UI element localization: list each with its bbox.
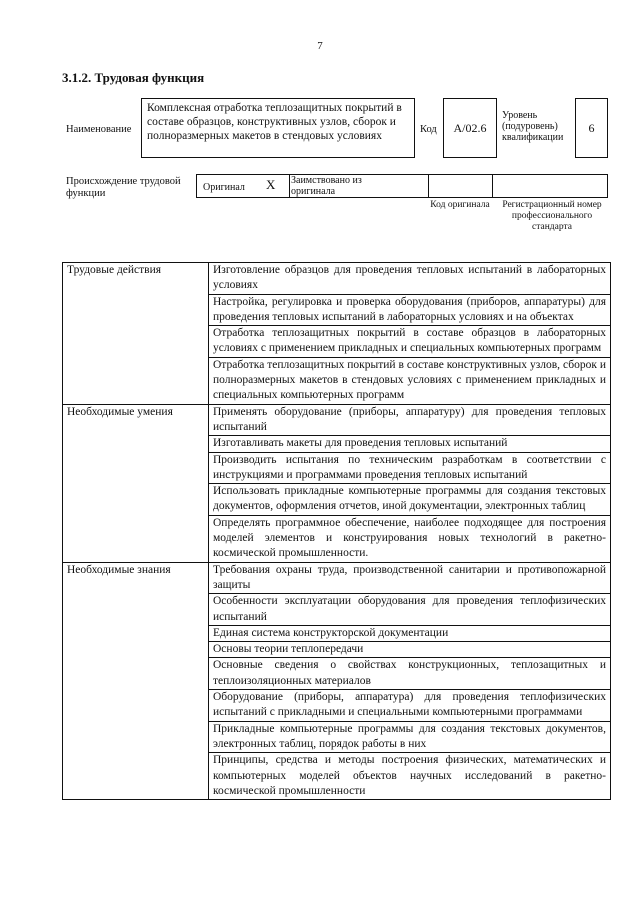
table-cell: Особенности эксплуатации оборудования для проведения теплофизических испытаний	[209, 594, 611, 626]
table-cell: Использовать прикладные компьютерные программы для создания текстовых документов, оформления отчетов, иной документации, электронных таблиц	[209, 484, 611, 516]
table-cell: Требования охраны труда, производственной санитарии и противопожарной защиты	[209, 562, 611, 594]
level-label: Уровень (подуровень) квалификации	[502, 110, 564, 143]
table-cell: Единая система конструкторской документации	[209, 625, 611, 641]
table-cell: Изготовление образцов для проведения тепловых испытаний в лабораторных условиях	[209, 263, 611, 295]
original-label: Оригинал	[203, 182, 245, 193]
table-cell: Производить испытания по техническим разработкам в соответствии с инструкциями и программами проведения тепловых испытаний	[209, 452, 611, 484]
section-title-actions: Трудовые действия	[63, 263, 209, 405]
table-cell: Настройка, регулировка и проверка оборудования (приборов, аппаратуры) для проведения тепловых испытаний в лабораторных условиях и на объектах	[209, 294, 611, 326]
table-cell: Основные сведения о свойствах конструкционных, теплозащитных и теплоизоляционных материалов	[209, 658, 611, 690]
origin-label: Происхождение трудовой функции	[66, 176, 181, 199]
code-value-box	[443, 98, 497, 158]
code-label: Код	[420, 124, 437, 135]
section-title: 3.1.2. Трудовая функция	[62, 70, 205, 85]
level-value-box	[575, 98, 608, 158]
note-code-original: Код оригинала	[430, 200, 490, 210]
table-cell: Отработка теплозащитных покрытий в составе конструктивных узлов, сборок и полноразмерных макетов в стендовых условиях с применением прикладных и специальных компьютерных программ	[209, 357, 611, 404]
table-cell: Определять программное обеспечение, наиболее подходящее для построения моделей элементов и конструирования новых технологий в ракетно-космической промышленности.	[209, 515, 611, 562]
original-mark: X	[266, 177, 276, 192]
origin-separator	[428, 175, 429, 197]
page-number: 7	[317, 40, 323, 52]
table-cell: Принципы, средства и методы построения физических, математических и компьютерных моделей объектов научных исследований в ракетно-космической промышленности	[209, 753, 611, 800]
table-cell: Прикладные компьютерные программы для создания текстовых документов, электронных таблиц, порядок работы в них	[209, 721, 611, 753]
table-cell: Изготавливать макеты для проведения тепловых испытаний	[209, 436, 611, 452]
table-row	[63, 562, 611, 594]
origin-separator	[492, 175, 493, 197]
table-row	[63, 263, 611, 295]
requirements-table	[62, 262, 611, 800]
section-title-skills: Необходимые умения	[63, 404, 209, 562]
code-value: A/02.6	[453, 120, 487, 135]
table-cell: Отработка теплозащитных покрытий в составе образцов в лабораторных условиях с применением прикладных и специальных компьютерных программ	[209, 326, 611, 358]
name-label: Наименование	[66, 124, 132, 135]
table-cell: Применять оборудование (приборы, аппаратуру) для проведения тепловых испытаний	[209, 404, 611, 436]
level-value: 6	[588, 120, 595, 135]
section-title-knowledge: Необходимые знания	[63, 562, 209, 799]
function-name-value: Комплексная отработка теплозащитных покрытий в составе образцов, конструктивных узлов, сборок и полноразмерных макетов в стендовых условиях	[147, 102, 402, 142]
borrowed-label: Заимствовано из оригинала	[291, 175, 362, 197]
table-cell: Основы теории теплопередачи	[209, 642, 611, 658]
function-name-box	[141, 98, 415, 158]
note-registration-number: Регистрационный номер профессионального стандарта	[502, 200, 602, 232]
origin-row	[196, 174, 608, 198]
origin-separator	[289, 175, 290, 197]
table-cell: Оборудование (приборы, аппаратура) для проведения теплофизических испытаний с прикладными и специальными компьютерными программами	[209, 690, 611, 722]
table-row	[63, 404, 611, 436]
